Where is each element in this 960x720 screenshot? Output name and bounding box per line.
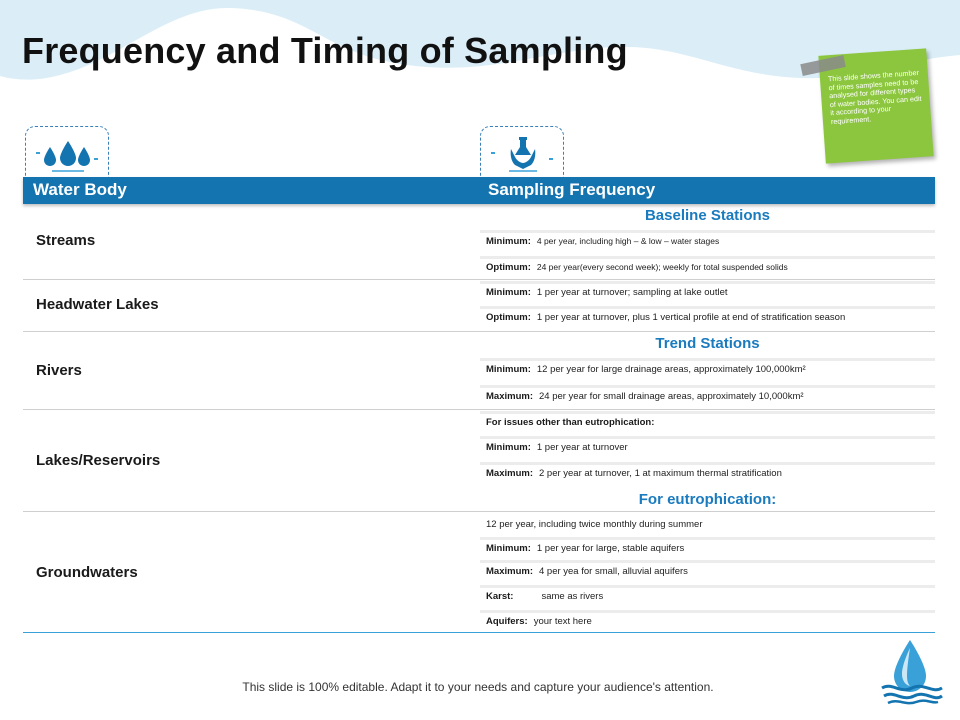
frequency-entry: Minimum: 4 per year, including high – & low – water stages (480, 230, 935, 252)
water-drop-logo-icon (880, 638, 946, 706)
water-drops-icon (25, 126, 109, 182)
header-sampling-frequency: Sampling Frequency (488, 180, 656, 199)
row-divider (23, 511, 935, 512)
header-water-body: Water Body (33, 180, 127, 199)
footer-note: This slide is 100% editable. Adapt it to your needs and capture your audience's attention. (242, 680, 714, 694)
water-body-lakes-reservoirs: Lakes/Reservoirs (36, 452, 161, 469)
row-divider (23, 409, 935, 410)
frequency-entry: For issues other than eutrophication: (480, 411, 935, 433)
water-body-headwater-lakes: Headwater Lakes (36, 296, 159, 313)
frequency-entry: 12 per year, including twice monthly during summer (480, 513, 935, 535)
sticky-note-text: This slide shows the number of times samples need to be analysed for different types of water bodies. You can edit it according to your requirement. (827, 67, 922, 127)
frequency-entry: Maximum: 4 per yea for small, alluvial aquifers (480, 560, 935, 582)
frequency-entry: Optimum: 24 per year(every second week); weekly for total suspended solids (480, 256, 935, 278)
frequency-entry: Minimum: 12 per year for large drainage areas, approximately 100,000km² (480, 358, 935, 380)
row-divider (23, 331, 935, 332)
frequency-entry: Maximum: 24 per year for small drainage areas, approximately 10,000km² (480, 385, 935, 407)
section-baseline-stations: Baseline Stations (644, 207, 771, 224)
sticky-note (818, 48, 933, 163)
water-body-rivers: Rivers (36, 362, 82, 379)
page-title: Frequency and Timing of Sampling (22, 30, 628, 71)
frequency-entry: Karst: same as rivers (480, 585, 935, 607)
hands-flask-icon (480, 126, 564, 182)
water-body-groundwaters: Groundwaters (36, 564, 138, 581)
section-for-eutrophication: For eutrophication: (638, 491, 777, 508)
frequency-entry: Optimum: 1 per year at turnover, plus 1 vertical profile at end of stratification season (480, 306, 935, 328)
table-bottom-border (23, 632, 935, 633)
frequency-entry: Aquifers: your text here (480, 610, 935, 632)
table-header (23, 177, 935, 204)
water-body-streams: Streams (36, 232, 96, 249)
row-divider (23, 279, 935, 280)
frequency-entry: Maximum: 2 per year at turnover, 1 at maximum thermal stratification (480, 462, 935, 484)
section-trend-stations: Trend Stations (655, 335, 760, 352)
frequency-entry: Minimum: 1 per year at turnover (480, 436, 935, 458)
frequency-entry: Minimum: 1 per year for large, stable aquifers (480, 537, 935, 559)
frequency-entry: Minimum: 1 per year at turnover; sampling at lake outlet (480, 281, 935, 303)
